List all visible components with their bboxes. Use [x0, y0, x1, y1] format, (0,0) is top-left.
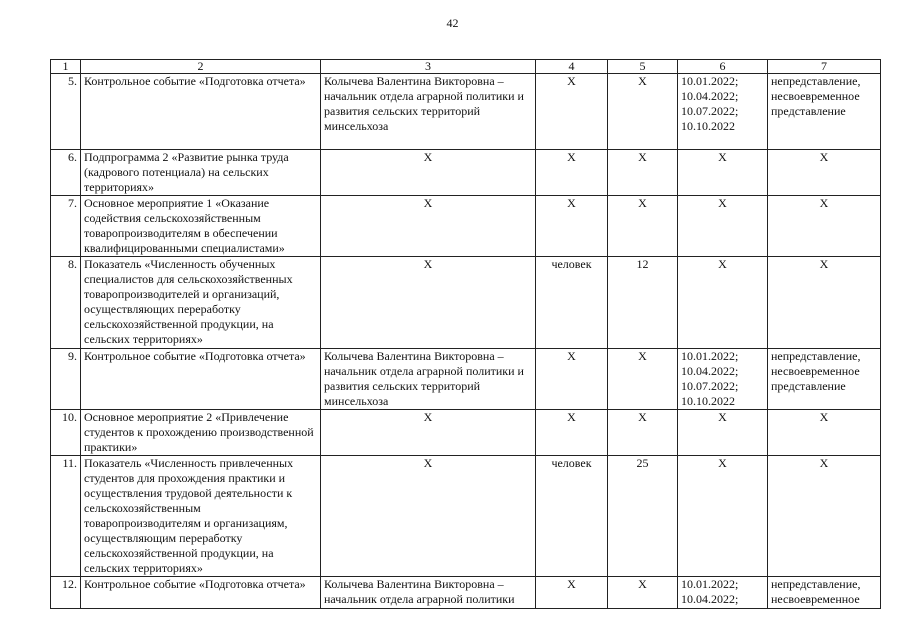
row-number: 9.	[51, 349, 81, 410]
row-risk: X	[768, 257, 881, 349]
row-risk: непредставление, несвоевременное представление	[768, 349, 881, 410]
row-number: 8.	[51, 257, 81, 349]
row-number: 7.	[51, 196, 81, 257]
row-event: Основное мероприятие 2 «Привлечение студентов к прохождению производственной практики»	[81, 410, 321, 456]
row-event: Показатель «Численность обученных специалистов для сельскохозяйственных товаропроизводителей и организаций, осуществляющих переработку сельскохозяйственной продукции, на сельских территориях»	[81, 257, 321, 349]
row-unit: X	[536, 349, 608, 410]
header-cell: 3	[321, 60, 536, 74]
row-date: 10.01.2022; 10.04.2022; 10.07.2022; 10.10.2022	[678, 349, 768, 410]
row-event: Показатель «Численность привлеченных студентов для прохождения практики и осуществления трудовой деятельности к сельскохозяйственным товаропроизводителям и организациям, осуществляющим переработку сельскохозяйственной продукции, на сельских территориях»	[81, 456, 321, 577]
control-events-table	[50, 59, 881, 609]
page-number: 42	[446, 16, 459, 30]
table-row	[51, 74, 881, 150]
table-row	[51, 410, 881, 456]
header-cell: 7	[768, 60, 881, 74]
row-unit: X	[536, 150, 608, 196]
row-responsible: Колычева Валентина Викторовна – начальник отдела аграрной политики и развития сельских территорий минсельхоза	[321, 349, 536, 410]
table-row	[51, 196, 881, 257]
row-risk: X	[768, 196, 881, 257]
row-value: X	[608, 150, 678, 196]
row-risk: непредставление, несвоевременное представление	[768, 74, 881, 150]
row-unit: X	[536, 74, 608, 150]
table-body	[51, 74, 881, 609]
row-unit: человек	[536, 456, 608, 577]
row-value: 25	[608, 456, 678, 577]
row-responsible: Колычева Валентина Викторовна – начальник отдела аграрной политики и развития сельских территорий минсельхоза	[321, 74, 536, 150]
row-unit: X	[536, 577, 608, 609]
row-unit: X	[536, 196, 608, 257]
row-value: X	[608, 349, 678, 410]
row-number: 12.	[51, 577, 81, 609]
row-unit: человек	[536, 257, 608, 349]
header-cell: 4	[536, 60, 608, 74]
table-row	[51, 257, 881, 349]
row-date: X	[678, 150, 768, 196]
header-cell: 1	[51, 60, 81, 74]
header-cell: 2	[81, 60, 321, 74]
row-risk: X	[768, 456, 881, 577]
table-row	[51, 577, 881, 609]
row-number: 5.	[51, 74, 81, 150]
row-number: 11.	[51, 456, 81, 577]
row-value: X	[608, 577, 678, 609]
row-responsible: X	[321, 150, 536, 196]
row-date: 10.01.2022; 10.04.2022;	[678, 577, 768, 609]
row-date: X	[678, 196, 768, 257]
row-responsible: X	[321, 196, 536, 257]
row-responsible: X	[321, 456, 536, 577]
table-row	[51, 456, 881, 577]
row-value: X	[608, 74, 678, 150]
row-date: X	[678, 456, 768, 577]
row-event: Контрольное событие «Подготовка отчета»	[81, 577, 321, 609]
table-row	[51, 349, 881, 410]
header-cell: 5	[608, 60, 678, 74]
row-event: Контрольное событие «Подготовка отчета»	[81, 349, 321, 410]
row-date: X	[678, 257, 768, 349]
header-cell: 6	[678, 60, 768, 74]
row-number: 10.	[51, 410, 81, 456]
row-value: X	[608, 410, 678, 456]
table-row	[51, 150, 881, 196]
row-number: 6.	[51, 150, 81, 196]
row-risk: непредставление, несвоевременное	[768, 577, 881, 609]
row-date: X	[678, 410, 768, 456]
row-responsible: X	[321, 257, 536, 349]
row-responsible: X	[321, 410, 536, 456]
row-risk: X	[768, 150, 881, 196]
row-event: Подпрограмма 2 «Развитие рынка труда (кадрового потенциала) на сельских территориях»	[81, 150, 321, 196]
table-header-row	[51, 60, 881, 74]
row-risk: X	[768, 410, 881, 456]
row-event: Контрольное событие «Подготовка отчета»	[81, 74, 321, 150]
row-unit: X	[536, 410, 608, 456]
row-responsible: Колычева Валентина Викторовна – начальник отдела аграрной политики	[321, 577, 536, 609]
row-value: 12	[608, 257, 678, 349]
row-value: X	[608, 196, 678, 257]
row-event: Основное мероприятие 1 «Оказание содействия сельскохозяйственным товаропроизводителям в обеспечении квалифицированными специалистами»	[81, 196, 321, 257]
row-date: 10.01.2022; 10.04.2022; 10.07.2022; 10.10.2022	[678, 74, 768, 150]
